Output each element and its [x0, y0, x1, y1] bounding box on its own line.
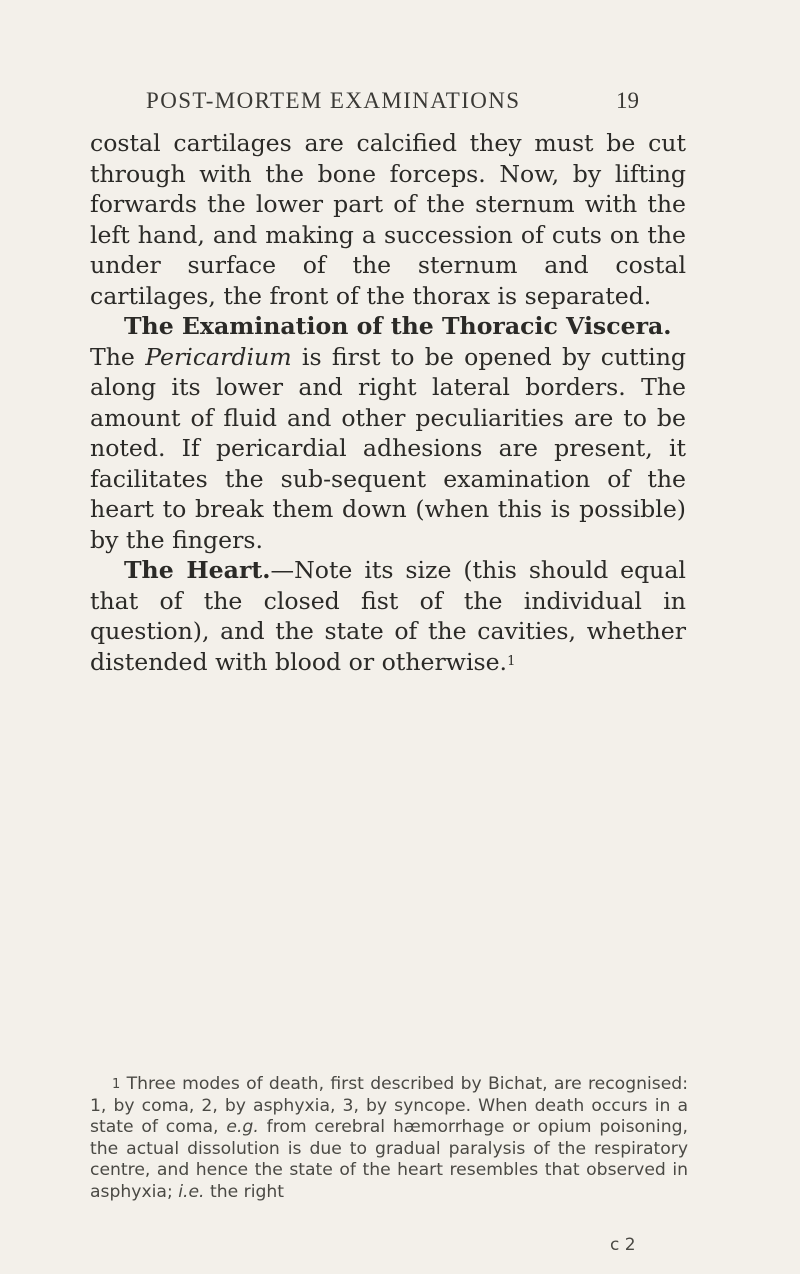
- section-heading-thoracic-viscera: The Examination of the Thoracic Viscera.: [124, 312, 672, 340]
- paragraph-costal-cartilages: costal cartilages are calcified they must be cut through with the bone forceps. Now, by lifting forwards the lower part of the sternum with the left hand, and making a succession of cuts on the under surface of the sternum and costal cartilages, the front of the thorax is separated.: [90, 129, 686, 310]
- section-heading-heart: The Heart.: [124, 556, 271, 584]
- running-head: [0, 88, 800, 122]
- heart-text: —Note its size (this should equal that of the closed fist of the individual in question), and the state of the cavities, whether distended with blood or otherwise.: [90, 556, 686, 676]
- pericardium-lead-word: The: [90, 342, 135, 371]
- paragraph-heart: [90, 555, 686, 677]
- footnote-reference: 1: [507, 653, 516, 669]
- footnote-text-b: from cerebral hæmorrhage or opium poisoning, the actual dissolution is due to gradual paralysis of the respiratory centre, and hence the state of the heart resembles that observed in asphyxia;: [90, 1117, 688, 1202]
- pericardium-term: Pericardium: [145, 342, 292, 371]
- footnote-ie: i.e.: [178, 1181, 205, 1202]
- footnote-text-c: the right: [209, 1181, 285, 1202]
- footnote-marker: 1: [112, 1077, 121, 1092]
- body-text: [90, 128, 686, 677]
- running-title: POST-MORTEM EXAMINATIONS: [146, 88, 521, 113]
- footnote-eg: e.g.: [226, 1117, 259, 1138]
- pericardium-text: is first to be opened by cutting along its lower and right lateral borders. The amount of fluid and other peculiarities are to be noted. If pericardial adhesions are present, it facilitates the sub-sequent examination of the heart to break them down (when this is possible) by the fingers.: [90, 342, 686, 554]
- signature-mark: c 2: [610, 1235, 636, 1255]
- footnote-text-a: Three modes of death, first described by Bichat, are recognised: 1, by coma, 2, by asphyxia, 3, by syncope. When death occurs in a state of coma,: [90, 1074, 689, 1138]
- page-number: 19: [616, 88, 639, 113]
- paragraph-thoracic-viscera: [90, 311, 686, 555]
- footnote: [90, 1074, 688, 1204]
